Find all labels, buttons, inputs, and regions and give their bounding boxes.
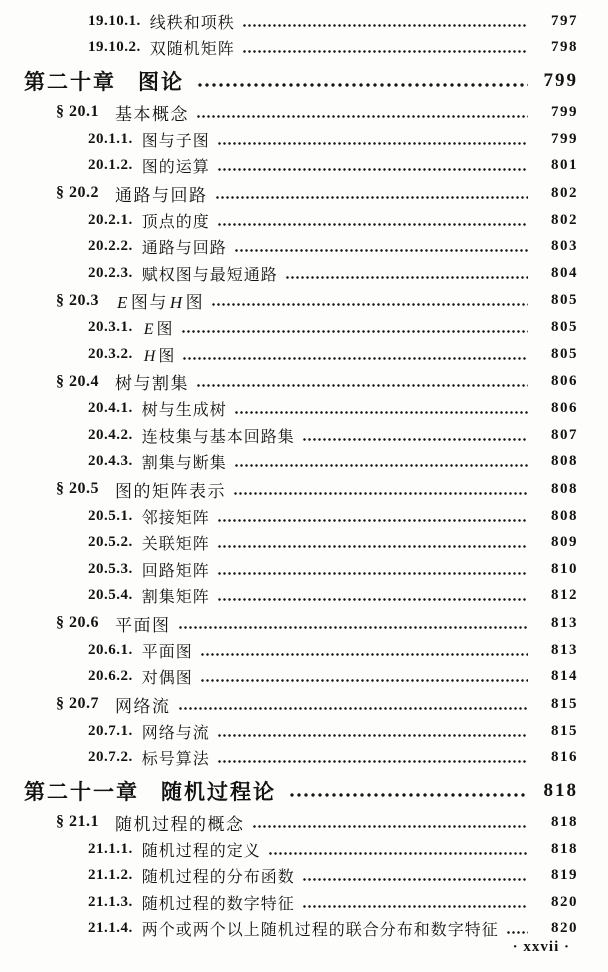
entry-number: 20.3.1.	[88, 319, 133, 336]
dot-leader-icon	[218, 168, 528, 171]
toc-entry	[0, 690, 578, 718]
entry-number: § 20.6	[56, 614, 99, 631]
entry-title: 图的矩阵表示	[115, 481, 226, 501]
entry-number: 20.7.1.	[88, 722, 133, 739]
toc-entry	[0, 368, 578, 396]
entry-number: 第二十一章	[24, 781, 139, 804]
dot-leader-icon	[179, 707, 529, 710]
entry-page: 813	[551, 614, 578, 631]
dot-leader-icon	[507, 931, 528, 934]
entry-page: 807	[551, 426, 578, 443]
entry-number: § 20.7	[56, 695, 99, 712]
entry-number: 20.2.2.	[88, 238, 133, 255]
entry-page: 801	[551, 157, 578, 174]
entry-title: 随机过程的概念	[115, 814, 245, 834]
toc-entry	[0, 745, 578, 772]
dot-leader-icon	[218, 598, 528, 601]
entry-title: 对偶图	[141, 670, 193, 688]
entry-page: 819	[551, 867, 578, 884]
toc-entry	[0, 808, 578, 836]
entry-number: 20.4.1.	[88, 400, 133, 417]
entry-page: 813	[551, 641, 578, 658]
toc-entry	[0, 503, 578, 530]
entry-title: 图与子图	[141, 132, 210, 150]
toc-entry	[0, 126, 578, 153]
entry-number: 20.5.1.	[88, 507, 133, 524]
toc-entry	[0, 916, 578, 943]
toc-entry	[0, 315, 578, 342]
entry-title: 通路与回路	[115, 185, 208, 205]
toc-entry	[0, 771, 578, 808]
dot-leader-icon	[303, 438, 528, 441]
dot-leader-icon	[218, 545, 528, 548]
entry-title: 连枝集与基本回路集	[141, 428, 295, 446]
entry-title: 割集与断集	[141, 455, 227, 473]
entry-page: 815	[551, 722, 578, 739]
entry-number: 20.5.2.	[88, 534, 133, 551]
entry-number: 20.6.1.	[88, 641, 133, 658]
dot-leader-icon	[218, 760, 528, 763]
entry-number: 20.6.2.	[88, 668, 133, 685]
toc-list	[0, 8, 578, 942]
toc-entry	[0, 422, 578, 449]
entry-title: 标号算法	[141, 751, 210, 769]
toc-entry	[0, 609, 578, 637]
dot-leader-icon	[243, 50, 528, 53]
dot-leader-icon	[235, 249, 528, 252]
dot-leader-icon	[218, 142, 528, 145]
dot-leader-icon	[235, 464, 528, 467]
entry-page: 812	[551, 587, 578, 604]
dot-leader-icon	[197, 115, 528, 118]
entry-title: 随机过程论	[161, 781, 276, 804]
dot-leader-icon	[182, 330, 528, 333]
entry-page: 797	[551, 12, 578, 29]
entry-page: 802	[551, 211, 578, 228]
entry-number: 20.1.2.	[88, 157, 133, 174]
entry-page: 806	[551, 400, 578, 417]
entry-page: 798	[551, 39, 578, 56]
entry-page: 805	[551, 292, 578, 308]
entry-title: 随机过程的数字特征	[141, 895, 295, 913]
entry-number: § 20.3	[56, 291, 99, 309]
entry-number: 21.1.2.	[88, 867, 133, 884]
entry-number: 20.5.4.	[88, 587, 133, 604]
toc-entry	[0, 396, 578, 423]
entry-page: 808	[551, 480, 578, 497]
entry-page: 816	[551, 749, 578, 766]
entry-title: 割集矩阵	[141, 589, 210, 607]
toc-entry	[0, 530, 578, 557]
dot-leader-icon	[253, 825, 529, 828]
toc-entry	[0, 637, 578, 664]
toc-entry	[0, 8, 578, 35]
entry-page: 818	[551, 813, 578, 830]
entry-number: 20.1.1.	[88, 130, 133, 147]
entry-page: 818	[551, 840, 578, 857]
entry-page: 799	[551, 103, 578, 120]
entry-number: 20.2.1.	[88, 211, 133, 228]
entry-title: 关联矩阵	[141, 536, 210, 554]
page-folio: · xxvii ·	[512, 939, 570, 955]
dot-leader-icon	[218, 572, 528, 575]
toc-entry	[0, 836, 578, 863]
entry-number: 20.2.3.	[88, 264, 133, 281]
entry-title: 平面图	[115, 615, 171, 635]
entry-number: § 20.5	[56, 480, 99, 497]
dot-leader-icon	[218, 519, 528, 522]
entry-title: 图的运算	[141, 159, 210, 177]
toc-entry	[0, 61, 578, 98]
dot-leader-icon	[216, 196, 529, 199]
dot-leader-icon	[286, 276, 528, 279]
dot-leader-icon	[269, 852, 528, 855]
entry-title: 邻接矩阵	[141, 509, 210, 527]
toc-entry	[0, 98, 578, 126]
dot-leader-icon	[243, 24, 528, 27]
entry-title: 基本概念	[115, 104, 189, 124]
entry-page: 814	[551, 668, 578, 685]
entry-page: 810	[551, 560, 578, 577]
entry-number: § 20.1	[56, 103, 99, 120]
dot-leader-icon	[197, 384, 528, 387]
toc-entry	[0, 35, 578, 62]
dot-leader-icon	[201, 653, 528, 656]
entry-title: 树与割集	[115, 374, 189, 393]
entry-page: 799	[543, 70, 578, 91]
entry-page: 808	[551, 453, 578, 470]
entry-title: 回路矩阵	[141, 562, 210, 580]
entry-page: 806	[551, 373, 578, 389]
toc-entry	[0, 718, 578, 745]
dot-leader-icon	[201, 679, 528, 682]
dot-leader-icon	[218, 223, 528, 226]
entry-title: 随机过程的分布函数	[141, 869, 295, 887]
entry-page: 805	[551, 319, 578, 336]
dot-leader-icon	[183, 357, 528, 360]
entry-page: 809	[551, 534, 578, 551]
entry-page: 804	[551, 264, 578, 281]
entry-page: 802	[551, 184, 578, 201]
dot-leader-icon	[198, 83, 528, 87]
entry-title: E 图	[143, 321, 174, 339]
dot-leader-icon	[212, 303, 528, 306]
toc-entry	[0, 449, 578, 476]
entry-title: 双随机矩阵	[149, 41, 235, 59]
entry-title: 平面图	[141, 643, 193, 661]
toc-entry	[0, 664, 578, 691]
entry-title: 线秩和项秩	[149, 14, 235, 32]
entry-title: 两个或两个以上随机过程的联合分布和数字特征	[141, 922, 499, 940]
dot-leader-icon	[234, 492, 528, 495]
dot-leader-icon	[303, 905, 528, 908]
entry-number: 21.1.1.	[88, 840, 133, 857]
entry-title: 通路与回路	[141, 240, 227, 258]
dot-leader-icon	[290, 793, 528, 797]
toc-entry	[0, 556, 578, 583]
entry-title: H 图	[143, 347, 176, 365]
toc-entry	[0, 583, 578, 610]
entry-number: 20.5.3.	[88, 560, 133, 577]
entry-number: 20.7.2.	[88, 749, 133, 766]
toc-entry	[0, 889, 578, 916]
toc-entry	[0, 207, 578, 234]
toc-entry	[0, 863, 578, 890]
dot-leader-icon	[303, 878, 528, 881]
entry-page: 818	[543, 780, 578, 801]
entry-number: § 20.4	[56, 372, 99, 390]
dot-leader-icon	[218, 734, 528, 737]
dot-leader-icon	[235, 411, 528, 414]
entry-page: 799	[551, 130, 578, 147]
entry-title: E 图与 H 图	[117, 293, 205, 312]
toc-entry	[0, 234, 578, 261]
entry-page: 820	[551, 893, 578, 910]
entry-page: 803	[551, 238, 578, 255]
entry-number: § 21.1	[56, 813, 99, 830]
dot-leader-icon	[179, 626, 529, 629]
entry-page: 805	[551, 345, 578, 362]
entry-title: 赋权图与最短通路	[141, 266, 278, 284]
entry-page: 808	[551, 507, 578, 524]
entry-number: 20.4.2.	[88, 426, 133, 443]
entry-number: 19.10.2.	[88, 39, 141, 56]
entry-number: § 20.2	[56, 184, 99, 201]
toc-entry	[0, 287, 578, 315]
entry-number: 20.4.3.	[88, 453, 133, 470]
entry-number: 第二十章	[24, 71, 116, 94]
toc-entry	[0, 179, 578, 207]
toc-entry	[0, 341, 578, 368]
entry-number: 21.1.3.	[88, 893, 133, 910]
toc-entry	[0, 153, 578, 180]
toc-entry	[0, 475, 578, 503]
entry-title: 顶点的度	[141, 213, 210, 231]
entry-title: 网络与流	[141, 724, 210, 742]
entry-page: 820	[551, 920, 578, 937]
entry-title: 随机过程的定义	[141, 842, 261, 860]
entry-title: 图论	[138, 71, 184, 94]
entry-page: 815	[551, 695, 578, 712]
toc-entry	[0, 260, 578, 287]
entry-number: 20.3.2.	[88, 345, 133, 362]
entry-number: 21.1.4.	[88, 920, 133, 937]
entry-title: 网络流	[115, 696, 171, 716]
entry-title: 树与生成树	[141, 402, 227, 420]
entry-number: 19.10.1.	[88, 12, 141, 29]
